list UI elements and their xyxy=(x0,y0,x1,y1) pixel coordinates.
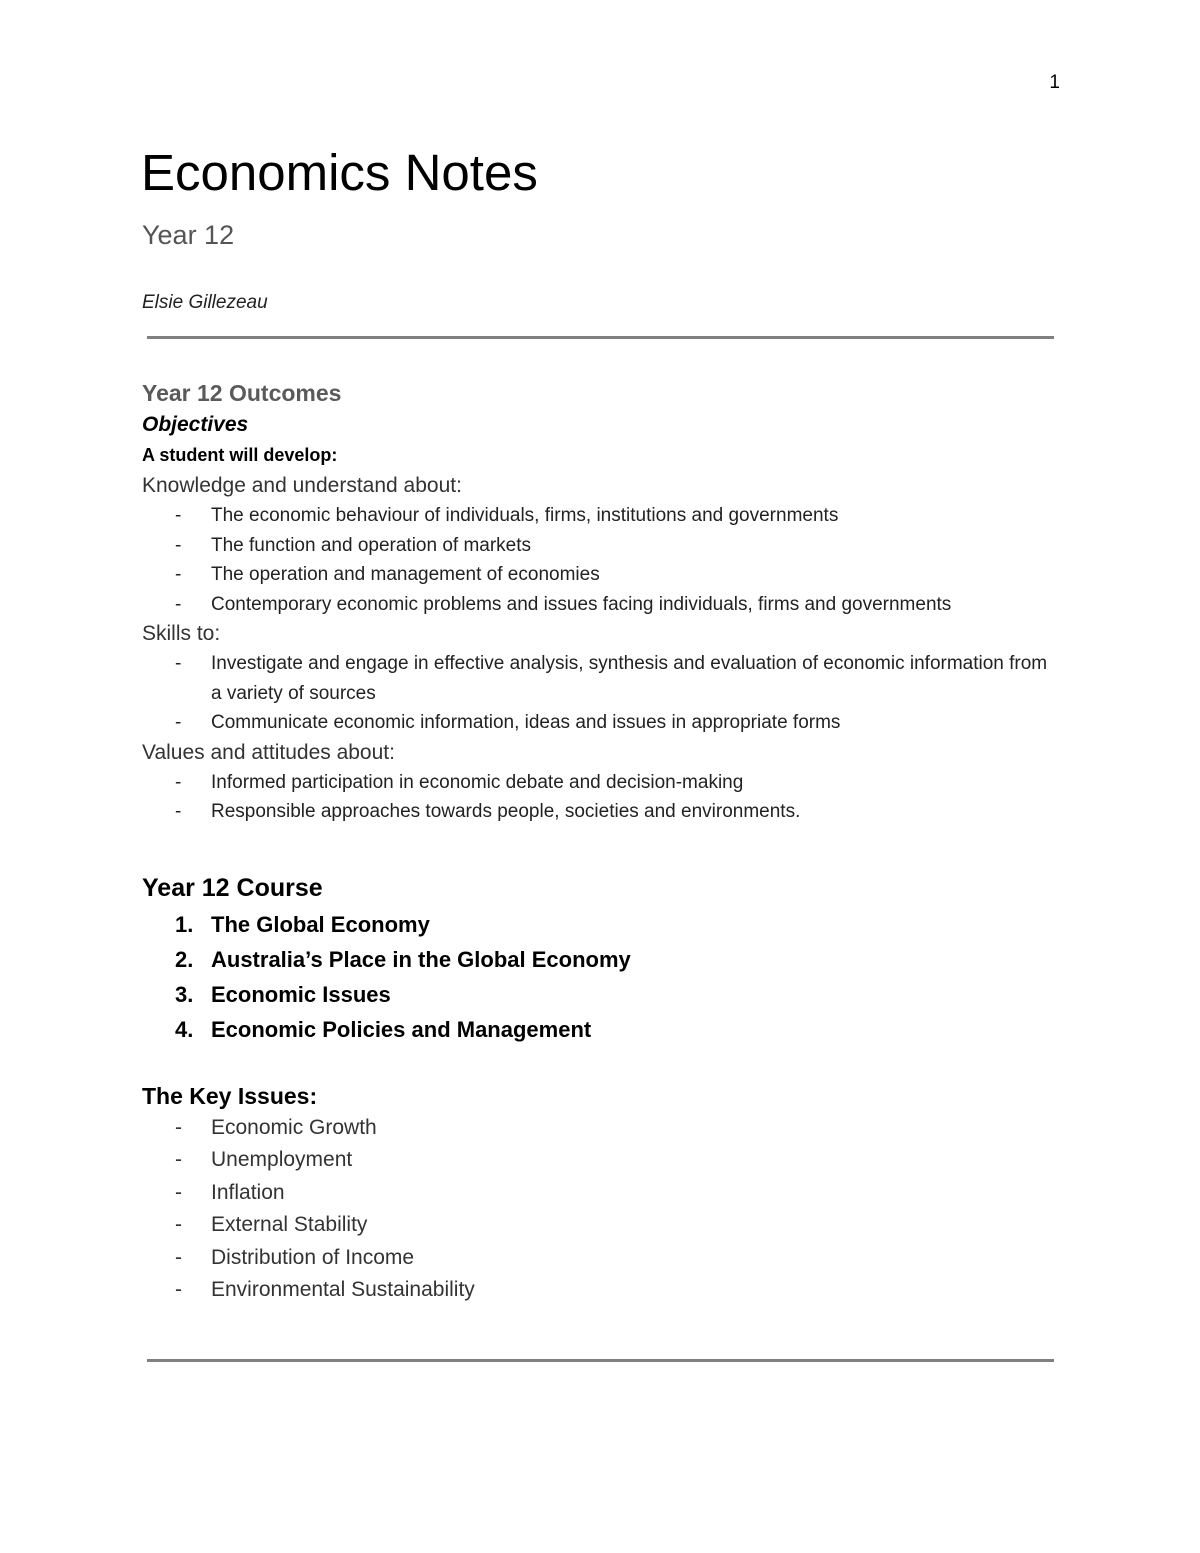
list-item-text: Responsible approaches towards people, societies and environments. xyxy=(211,801,801,822)
values-label: Values and attitudes about: xyxy=(142,740,395,764)
course-item xyxy=(142,977,1072,1012)
top-divider xyxy=(147,336,1054,339)
list-item-text: The function and operation of markets xyxy=(211,534,532,556)
list-item-text: Contemporary economic problems and issues facing individuals, firms and governments xyxy=(211,593,952,615)
course-item xyxy=(142,942,1072,977)
list-item xyxy=(142,501,1072,531)
dash-bullet: - xyxy=(175,564,182,585)
list-item xyxy=(142,1274,1072,1307)
dash-bullet: - xyxy=(175,593,182,615)
dash-bullet: - xyxy=(175,771,182,793)
knowledge-list xyxy=(142,501,1072,619)
author-name: Elsie Gillezeau xyxy=(142,292,268,313)
course-item-number: 2. xyxy=(175,946,194,972)
course-item-label: Economic Policies and Management xyxy=(211,1016,592,1042)
dash-bullet: - xyxy=(175,1180,182,1204)
course-item xyxy=(142,907,1072,942)
develop-heading: A student will develop: xyxy=(142,445,338,465)
course-list xyxy=(142,907,1072,1047)
list-item xyxy=(142,531,1072,561)
skills-list xyxy=(142,649,1072,738)
bottom-divider xyxy=(147,1359,1054,1362)
dash-bullet: - xyxy=(175,534,182,556)
list-item xyxy=(142,560,1072,590)
list-item-text: Communicate economic information, ideas and issues in appropriate forms xyxy=(211,712,841,733)
dash-bullet: - xyxy=(175,505,182,526)
course-item-label: The Global Economy xyxy=(211,911,430,937)
list-item xyxy=(142,1112,1072,1145)
dash-bullet: - xyxy=(175,1245,182,1269)
document-body xyxy=(142,377,1072,1307)
document-title: Economics Notes xyxy=(141,144,538,201)
dash-bullet: - xyxy=(175,1115,182,1139)
dash-bullet: - xyxy=(175,1148,182,1171)
list-item xyxy=(142,768,1072,798)
dash-bullet: - xyxy=(175,653,182,674)
course-heading: Year 12 Course xyxy=(142,873,323,902)
list-item-text: External Stability xyxy=(211,1213,368,1236)
dash-bullet: - xyxy=(175,1278,182,1301)
list-item-text: Investigate and engage in effective analysis, synthesis and evaluation of economic information from a variety of sources xyxy=(211,653,1048,704)
course-item-number: 4. xyxy=(175,1016,194,1042)
objectives-heading: Objectives xyxy=(142,413,249,436)
list-item xyxy=(142,708,1072,738)
knowledge-label: Knowledge and understand about: xyxy=(142,474,462,497)
dash-bullet: - xyxy=(175,712,182,733)
key-issues-heading: The Key Issues: xyxy=(142,1082,318,1109)
list-item-text: The operation and management of economies xyxy=(211,564,600,585)
list-item-text: Distribution of Income xyxy=(211,1245,415,1269)
document-subtitle: Year 12 xyxy=(142,220,235,250)
course-item-label: Australia’s Place in the Global Economy xyxy=(211,946,631,972)
list-item-text: Environmental Sustainability xyxy=(211,1278,475,1301)
list-item xyxy=(142,649,1051,708)
list-item xyxy=(142,1209,1072,1242)
list-item xyxy=(142,797,1072,827)
list-item-text: Inflation xyxy=(211,1180,285,1204)
list-item xyxy=(142,1242,1072,1275)
list-item xyxy=(142,1144,1072,1177)
key-issues-list xyxy=(142,1112,1072,1307)
list-item xyxy=(142,1177,1072,1210)
course-item-label: Economic Issues xyxy=(211,981,391,1007)
list-item-text: Economic Growth xyxy=(211,1115,377,1139)
list-item-text: Informed participation in economic debate and decision-making xyxy=(211,771,744,793)
dash-bullet: - xyxy=(175,801,182,822)
list-item-text: Unemployment xyxy=(211,1148,353,1171)
page-number: 1 xyxy=(1049,72,1060,93)
values-list xyxy=(142,768,1072,827)
course-item-number: 3. xyxy=(175,981,194,1007)
course-item-number: 1. xyxy=(175,911,194,937)
outcomes-heading: Year 12 Outcomes xyxy=(142,380,342,406)
skills-label: Skills to: xyxy=(142,622,221,645)
list-item-text: The economic behaviour of individuals, firms, institutions and governments xyxy=(211,505,839,526)
list-item xyxy=(142,590,1072,620)
dash-bullet: - xyxy=(175,1213,182,1236)
course-item xyxy=(142,1012,1072,1047)
